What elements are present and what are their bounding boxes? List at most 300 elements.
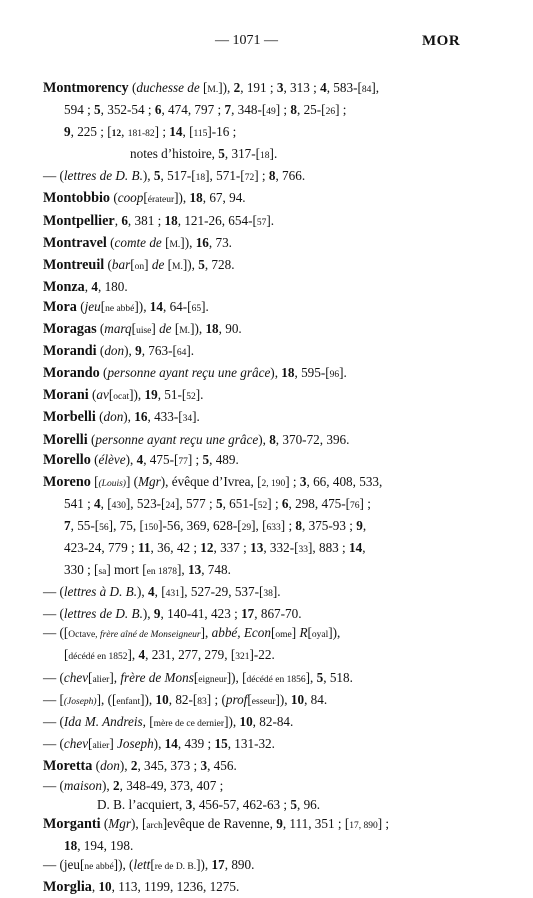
entry-text: , 474, 797 ;: [161, 102, 225, 118]
entry-text: , 345, 373 ;: [137, 757, 201, 773]
entry-text: esseur: [251, 696, 276, 707]
entry-text: ne abbé: [84, 862, 114, 873]
entry-text: ],: [305, 669, 317, 685]
entry-line: [43, 776, 513, 795]
entry-text: [: [199, 80, 208, 95]
entry-text: ]: [109, 735, 118, 751]
entry-text: , 352-54 ;: [100, 102, 155, 118]
entry-text: 430: [111, 500, 126, 511]
entry-line: [43, 582, 513, 604]
entry-text: ] ;: [154, 124, 170, 140]
page-number: — 1071 —: [215, 33, 278, 48]
entry-text: de: [151, 256, 165, 272]
entry-text: 10: [239, 713, 253, 729]
entry-text: [: [143, 190, 148, 206]
entry-text: maison: [63, 778, 102, 793]
entry-text: 5: [198, 256, 205, 272]
entry-text: 17: [241, 606, 255, 622]
entry-text: ], 571-[: [205, 168, 245, 184]
entry-text: M.: [179, 326, 191, 337]
entry-headword: Mora: [43, 298, 77, 315]
entry-text: , 651-[: [222, 495, 258, 511]
entry-headword: Morglia: [43, 879, 92, 896]
entry-text: 150: [143, 522, 159, 533]
entry-text: 11: [138, 539, 151, 555]
entry-text: 14: [164, 735, 178, 751]
entry-text: ] ;: [359, 495, 371, 511]
index-entry: [43, 297, 513, 319]
entry-text: ),: [258, 431, 270, 447]
entry-text: — (: [43, 669, 64, 685]
entry-text: ], 577 ;: [174, 495, 216, 511]
entry-headword: Moragas: [43, 321, 97, 338]
entry-text: [: [171, 321, 180, 337]
entry-text: arch: [146, 821, 163, 832]
entry-text: , 332-[: [263, 539, 299, 555]
entry-text: 3: [200, 757, 208, 773]
entry-text: 10: [155, 691, 169, 707]
entry-line: [43, 341, 513, 363]
index-entries: [43, 78, 513, 898]
entry-text: ,: [84, 278, 92, 294]
entry-text: ] ;: [187, 451, 203, 467]
entry-line: [43, 516, 513, 538]
entry-text: , 55-[: [70, 517, 100, 533]
entry-text: ],: [109, 669, 121, 685]
index-entry: [43, 450, 513, 472]
entry-text: 56: [99, 522, 109, 533]
entry-text: décédé en 1852: [68, 652, 128, 663]
index-entry: [43, 341, 513, 363]
entry-text: Joseph: [117, 735, 154, 751]
entry-text: 330 ; [: [64, 562, 99, 578]
entry-text: , 231, 277, 279, [: [145, 647, 236, 663]
entry-text: , 375-93 ;: [302, 517, 357, 533]
entry-text: 96: [329, 370, 340, 381]
entry-text: ),: [142, 168, 154, 184]
index-entry: [43, 756, 513, 776]
entry-text: ].: [195, 387, 204, 403]
entry-text: ),: [123, 409, 135, 425]
entry-text: 4: [138, 647, 146, 663]
entry-text: 9: [135, 343, 142, 359]
entry-text: , 370-72, 396.: [275, 431, 350, 447]
entry-text: 9: [356, 517, 363, 533]
entry-line: [43, 756, 513, 776]
entry-text: , 317-[: [224, 146, 261, 162]
entry-text: 84: [361, 85, 372, 95]
entry-text: 633: [266, 522, 281, 533]
entry-line: [43, 690, 513, 712]
entry-text: — (: [43, 735, 64, 751]
entry-text: notes d’histoire,: [130, 146, 219, 162]
entry-text: , 763-[: [141, 343, 177, 359]
entry-headword: Morbelli: [43, 409, 96, 426]
index-entry: [43, 690, 513, 712]
entry-text: ),: [124, 343, 136, 359]
entry-text: , 489.: [209, 451, 239, 467]
entry-text: sa: [98, 567, 107, 578]
entry-text: eigneur: [198, 674, 227, 685]
entry-text: (: [92, 757, 101, 773]
entry-line: [43, 100, 513, 122]
entry-text: , 51-[: [157, 387, 187, 403]
entry-text: ome: [275, 630, 292, 641]
entry-headword: Morani: [43, 387, 89, 404]
entry-text: [: [307, 625, 312, 641]
entry-text: 76: [350, 500, 360, 511]
entry-text: élève: [98, 451, 126, 467]
entry-text: prof: [225, 691, 248, 707]
index-entry: [43, 363, 513, 385]
entry-text: 17, 890: [349, 821, 378, 832]
entry-text: (Joseph): [63, 696, 97, 707]
index-entry: [43, 668, 513, 690]
entry-text: 5: [215, 495, 223, 511]
entry-text: 57: [256, 217, 267, 228]
entry-line: [43, 814, 513, 836]
entry-headword: Montreuil: [43, 256, 105, 273]
entry-text: ,: [91, 879, 99, 895]
entry-text: ocat: [113, 392, 130, 403]
entry-text: 14: [149, 298, 163, 314]
entry-text: 7: [224, 102, 232, 118]
entry-headword: Montravel: [43, 234, 107, 251]
entry-text: , 194, 198.: [77, 838, 134, 854]
entry-text: (: [96, 321, 105, 337]
entry-text: (Louis): [98, 478, 126, 489]
entry-text: 5: [153, 168, 161, 184]
entry-text: 4: [91, 278, 98, 294]
running-head: MOR: [422, 33, 461, 49]
entry-text: de: [159, 321, 172, 337]
entry-line: [43, 233, 513, 255]
index-entry: [43, 233, 513, 255]
entry-text: — (: [43, 168, 64, 184]
entry-text: , 225 ; [: [70, 124, 112, 140]
entry-line: [43, 385, 513, 407]
entry-text: 2: [113, 778, 120, 793]
entry-text: (: [96, 343, 105, 359]
index-entry: [43, 78, 513, 166]
entry-text: (: [99, 365, 108, 381]
entry-text: personne ayant reçu une grâce: [107, 365, 271, 381]
index-entry: [43, 430, 513, 450]
entry-text: ] ;: [267, 495, 282, 511]
entry-line: [43, 645, 513, 667]
entry-text: 18: [205, 321, 219, 337]
entry-text: 52: [186, 392, 196, 403]
entry-line: [43, 538, 513, 560]
index-entry: [43, 407, 513, 429]
entry-line: [43, 166, 513, 188]
entry-text: [: [193, 669, 199, 685]
entry-text: ]),: [275, 691, 291, 707]
entry-text: 6: [154, 102, 162, 118]
entry-text: 9: [276, 816, 283, 832]
entry-text: 3: [185, 797, 193, 813]
entry-text: , 456-57, 462-63 ;: [192, 797, 291, 813]
entry-text: comte de: [114, 234, 162, 250]
entry-text: 181-82: [127, 129, 155, 140]
entry-line: [43, 407, 513, 429]
entry-text: [: [164, 256, 173, 272]
entry-text: 594 ;: [64, 102, 95, 118]
entry-text: ]), (: [113, 857, 134, 873]
entry-text: ]),: [134, 298, 150, 314]
entry-line: [43, 855, 513, 877]
entry-text: , 73.: [208, 234, 232, 250]
entry-text: ]),: [174, 190, 190, 206]
entry-text: ),: [102, 778, 113, 793]
entry-text: 16: [195, 234, 209, 250]
entry-text: lettres de D. B.: [63, 168, 143, 184]
entry-text: , 121-26, 654-[: [177, 212, 257, 228]
entry-line: [43, 319, 513, 341]
entry-text: ]),: [180, 234, 196, 250]
entry-text: 26: [325, 107, 336, 118]
entry-headword: Moreno: [43, 473, 91, 490]
entry-text: 77: [178, 456, 188, 467]
entry-text: 83: [197, 696, 207, 707]
entry-text: , 180.: [97, 278, 128, 294]
entry-line: [43, 877, 513, 897]
entry-line: [43, 78, 513, 100]
entry-text: Mgr: [108, 816, 131, 832]
entry-line: [43, 363, 513, 385]
entry-text: (: [88, 387, 97, 403]
entry-text: ], 75, [: [108, 517, 144, 533]
entry-text: (: [106, 234, 115, 250]
entry-text: 18: [64, 838, 78, 854]
entry-text: ),: [119, 757, 131, 773]
entry-text: [: [90, 473, 99, 489]
entry-line: [43, 560, 513, 582]
entry-text: 321: [235, 652, 250, 663]
entry-text: , 82-84.: [252, 713, 294, 729]
entry-text: ]-16 ;: [207, 124, 237, 140]
entry-text: ),: [153, 735, 165, 751]
entry-text: ]),: [182, 256, 199, 272]
entry-text: 2: [130, 757, 138, 773]
entry-text: ]evêque de Ravenne,: [162, 816, 277, 832]
entry-text: — (: [43, 584, 64, 600]
index-entry: [43, 277, 513, 297]
entry-text: [: [161, 234, 170, 250]
entry-text: 17: [211, 857, 225, 873]
entry-text: ] ;: [275, 102, 291, 118]
entry-text: (: [76, 298, 85, 314]
entry-text: ),: [137, 584, 149, 600]
entry-text: ),: [270, 365, 282, 381]
entry-text: 5: [316, 669, 324, 685]
entry-text: ].: [192, 409, 200, 425]
entry-text: don: [104, 343, 125, 359]
entry-text: ].: [269, 146, 278, 162]
index-entry: [43, 211, 513, 233]
entry-line: [43, 604, 513, 623]
entry-text: jeu: [84, 298, 101, 314]
entry-text: 3: [299, 473, 307, 489]
entry-text: frère de Mons: [120, 669, 194, 685]
entry-line: [43, 623, 513, 645]
entry-text: , 337 ;: [213, 539, 251, 555]
index-entry: [43, 814, 513, 855]
index-entry: [43, 604, 513, 623]
entry-text: re de D. B.: [154, 862, 197, 873]
entry-text: ],: [371, 80, 380, 95]
entry-text: 65: [191, 303, 202, 314]
entry-line: [43, 712, 513, 734]
entry-text: ] ;: [377, 816, 390, 832]
entry-text: ] mort [: [106, 562, 147, 578]
entry-text: (: [104, 256, 112, 272]
entry-text: — (: [43, 713, 64, 729]
entry-headword: Morganti: [43, 816, 101, 833]
entry-text: , 475-[: [143, 451, 179, 467]
entry-text: ]: [151, 321, 160, 337]
entry-text: ]-22.: [249, 647, 275, 663]
entry-text: ],: [127, 647, 139, 663]
entry-text: ], 527-29, 537-[: [179, 584, 264, 600]
entry-text: , 766.: [275, 168, 306, 184]
entry-text: , 748.: [201, 562, 231, 578]
entry-headword: Montobbio: [43, 190, 111, 207]
entry-text: 38: [263, 589, 273, 600]
entry-line: [43, 255, 513, 277]
entry-line: [43, 277, 513, 297]
entry-text: , 113, 1199, 1236, 1275.: [111, 879, 240, 895]
entry-line: [43, 494, 513, 516]
entry-text: bar: [111, 256, 131, 272]
entry-text: [: [270, 625, 276, 641]
index-entry: [43, 623, 513, 667]
entry-text: , 433-[: [147, 409, 183, 425]
entry-text: ]),: [224, 713, 240, 729]
entry-text: ]),: [218, 80, 234, 95]
entry-text: , 298, 475-[: [288, 495, 351, 511]
entry-text: 2, 190: [261, 478, 286, 489]
entry-text: 9: [153, 606, 161, 622]
entry-text: 423-24, 779 ;: [64, 539, 138, 555]
entry-text: [: [100, 298, 106, 314]
entry-text: , 595-[: [294, 365, 330, 381]
entry-text: ] ;: [285, 473, 300, 489]
index-entry: [43, 776, 513, 814]
entry-text: ]: [144, 256, 152, 272]
entry-line: [43, 836, 513, 855]
entry-text: 14: [349, 539, 363, 555]
entry-text: 72: [244, 173, 255, 184]
entry-text: ], 883 ;: [307, 539, 350, 555]
entry-text: ] ; (: [206, 691, 226, 707]
entry-text: 10: [290, 691, 305, 707]
entry-text: ), évêque d’Ivrea, [: [160, 473, 262, 489]
entry-text: , 25-[: [296, 102, 326, 118]
entry-text: , 191 ;: [240, 80, 277, 95]
entry-text: [: [88, 735, 93, 751]
entry-text: av: [96, 387, 109, 403]
entry-text: lett: [133, 857, 151, 873]
entry-text: — ([: [43, 625, 69, 641]
entry-text: M.: [207, 85, 219, 95]
entry-text: , [: [100, 495, 112, 511]
entry-text: [: [88, 669, 93, 685]
entry-text: ].: [266, 212, 275, 228]
entry-text: — (: [43, 606, 64, 622]
entry-text: mère de ce dernier: [153, 718, 225, 729]
entry-text: [: [247, 691, 252, 707]
index-entry: [43, 385, 513, 407]
index-entry: [43, 712, 513, 734]
entry-text: 64: [176, 348, 187, 359]
entry-text: 5: [94, 102, 101, 118]
entry-text: chev: [63, 669, 89, 685]
entry-text: , 348-49, 373, 407 ;: [119, 778, 224, 793]
entry-text: , 84.: [304, 691, 328, 707]
entry-text: 115: [193, 129, 208, 140]
page-header: [0, 33, 533, 53]
entry-line: [43, 188, 513, 210]
entry-text: — (: [43, 778, 64, 793]
entry-text: , [: [154, 584, 166, 600]
entry-text: marq: [104, 321, 132, 337]
entry-text: ne abbé: [105, 303, 135, 314]
entry-text: — [: [43, 691, 64, 707]
entry-text: (: [90, 451, 99, 467]
entry-text: ]),: [196, 857, 212, 873]
entry-text: , 348-[: [231, 102, 267, 118]
entry-text: 49: [266, 107, 276, 118]
entry-text: 18: [281, 365, 295, 381]
entry-text: , 313 ;: [283, 80, 321, 95]
entry-line: [43, 122, 513, 144]
entry-text: décédé en 1856: [246, 674, 306, 685]
entry-headword: Montmorency: [43, 80, 129, 96]
entry-text: 8: [290, 102, 297, 118]
entry-text: ), [: [130, 816, 147, 832]
entry-text: ],: [200, 625, 212, 641]
entry-text: 5: [202, 451, 210, 467]
entry-text: , 517-[: [160, 168, 196, 184]
entry-text: [: [108, 387, 114, 403]
entry-text: alier: [92, 740, 110, 751]
entry-text: érateur: [147, 195, 175, 206]
entry-text: , 64-[: [162, 298, 192, 314]
entry-text: , [: [182, 124, 194, 140]
entry-text: ]), [: [226, 669, 247, 685]
entry-headword: Morando: [43, 365, 100, 382]
entry-text: ),: [142, 606, 154, 622]
entry-text: D. B. l’acquiert,: [97, 797, 186, 813]
entry-text: 24: [165, 500, 175, 511]
entry-text: chev: [63, 735, 89, 751]
entry-text: ,: [362, 517, 367, 533]
entry-text: ].: [186, 343, 195, 359]
entry-text: , 66, 408, 533,: [306, 473, 383, 489]
entry-text: (: [100, 816, 109, 832]
entry-text: , 518.: [323, 669, 353, 685]
index-entry: [43, 166, 513, 188]
entry-line: [43, 144, 513, 166]
entry-text: , [: [142, 713, 154, 729]
entry-text: , 439 ;: [177, 735, 215, 751]
entry-text: , 583-[: [326, 80, 362, 95]
entry-line: [43, 430, 513, 450]
entry-text: ].: [272, 584, 281, 600]
entry-text: 5: [218, 146, 225, 162]
entry-text: Octave,: [68, 630, 100, 641]
